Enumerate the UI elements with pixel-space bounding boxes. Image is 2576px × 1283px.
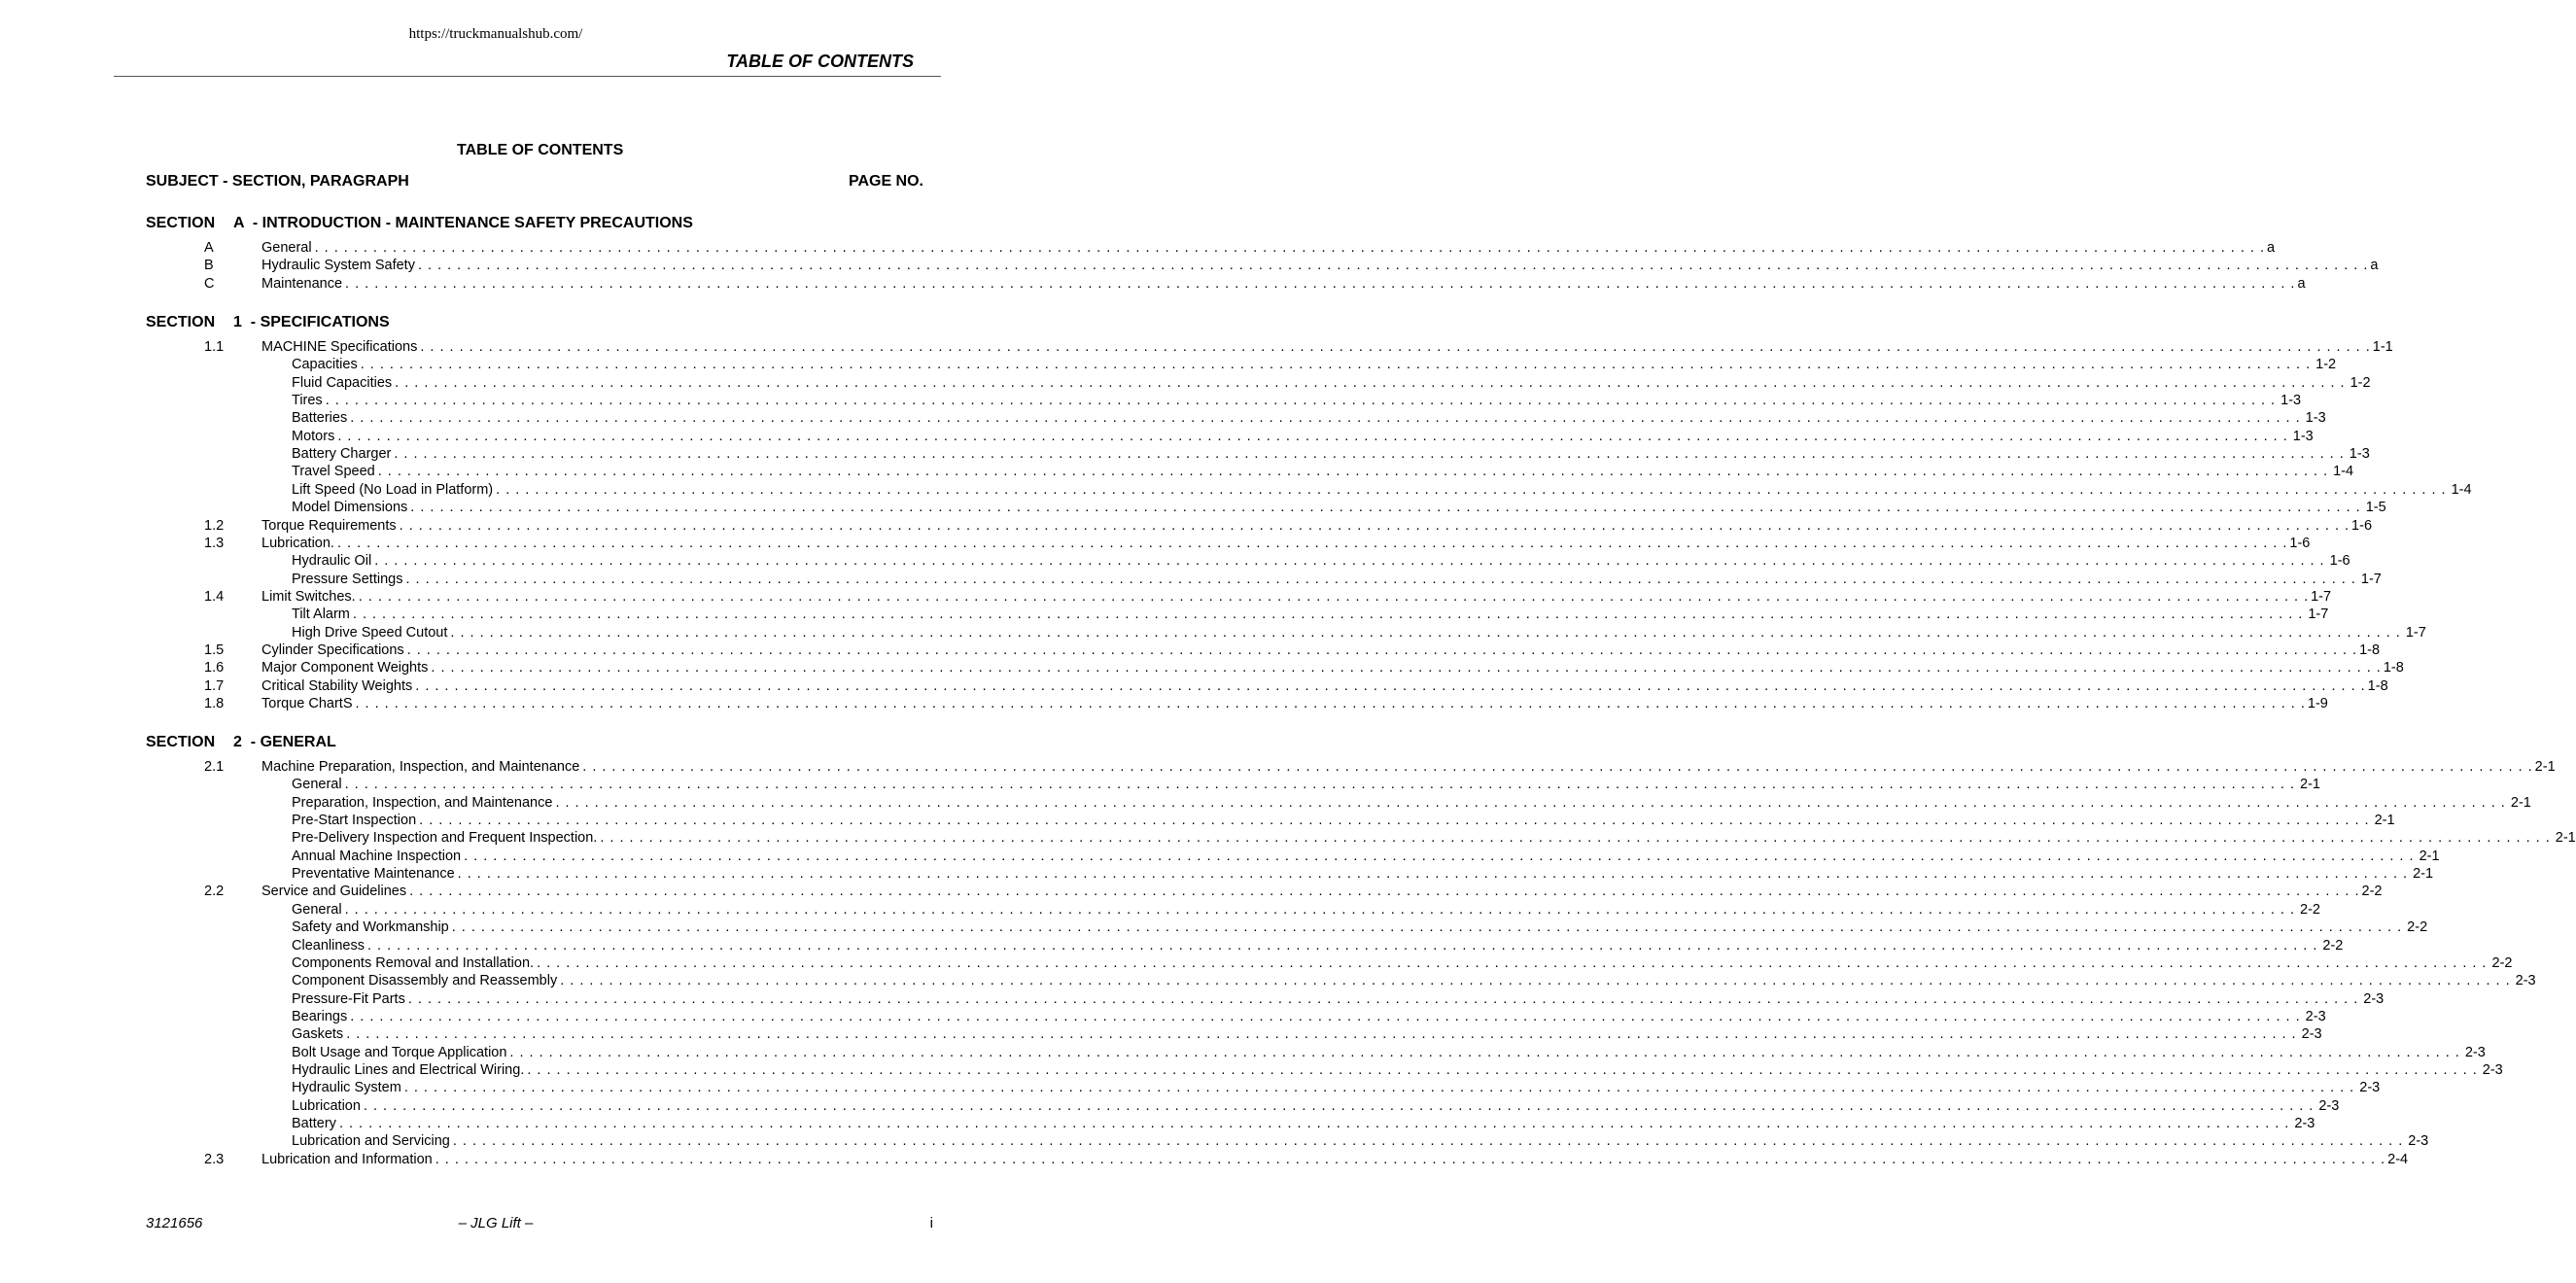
dot-leader: . . . . . . . . . . . . . . . . . . . . . . . . . . . . . . . . . . . . . . . . . . . . . . . . . . . . . . . . . . . . . . . . . . . . . . . . . . . . . . . . . . . . . . . . . . . . . . . . . . . . . . . . . . . . . . . . . . . . . . . . . . . . . . . . . . . . . . . . . . . . . . . . . . . . . . . . . . . . . . . . . . . . . . . . . . . . . . . . . . . . . . . . . . . . . . . . . . . . . . . .: [451, 919, 2403, 936]
toc-entry[interactable]: [0, 356, 2337, 373]
toc-entry-title: Major Component Weights: [261, 660, 429, 676]
toc-entry-line: [292, 972, 2536, 989]
toc-entry[interactable]: [0, 624, 2426, 642]
dot-leader: . . . . . . . . . . . . . . . . . . . . . . . . . . . . . . . . . . . . . . . . . . . . . . . . . . . . . . . . . . . . . . . . . . . . . . . . . . . . . . . . . . . . . . . . . . . . . . . . . . . . . . . . . . . . . . . . . . . . . . . . . . . . . . . . . . . . . . . . . . . . . . . . . . . . . . . . . . . . . . . . . . . . . . . . . . . . . . . . . . . . . . . . . . . . . . . . . . . . . . . .: [450, 624, 2401, 641]
toc-entry-title: Safety and Workmanship: [292, 919, 449, 936]
toc-entry[interactable]: [0, 257, 2379, 274]
dot-leader: . . . . . . . . . . . . . . . . . . . . . . . . . . . . . . . . . . . . . . . . . . . . . . . . . . . . . . . . . . . . . . . . . . . . . . . . . . . . . . . . . . . . . . . . . . . . . . . . . . . . . . . . . . . . . . . . . . . . . . . . . . . . . . . . . . . . . . . . . . . . . . . . . . . . . . . . . . . . . . . . . . . . . . . . . . . . . . . . . . . . . . . . . . . . . . . . . . . . . . . .: [405, 571, 2356, 587]
toc-entry-number: 1.5: [204, 642, 225, 658]
toc-entry[interactable]: [0, 865, 2434, 883]
toc-entry-line: [292, 812, 2395, 829]
toc-entry-title: Battery Charger: [292, 446, 392, 463]
toc-entry-page: 2-2: [2361, 884, 2383, 900]
dot-leader: . . . . . . . . . . . . . . . . . . . . . . . . . . . . . . . . . . . . . . . . . . . . . . . . . . . . . . . . . . . . . . . . . . . . . . . . . . . . . . . . . . . . . . . . . . . . . . . . . . . . . . . . . . . . . . . . . . . . . . . . . . . . . . . . . . . . . . . . . . . . . . . . . . . . . . . . . . . . . . . . . . . . . . . . . . . . . . . . . . . . . . . . . . . . . . . . . . . . . . . .: [415, 677, 2366, 694]
dot-leader: . . . . . . . . . . . . . . . . . . . . . . . . . . . . . . . . . . . . . . . . . . . . . . . . . . . . . . . . . . . . . . . . . . . . . . . . . . . . . . . . . . . . . . . . . . . . . . . . . . . . . . . . . . . . . . . . . . . . . . . . . . . . . . . . . . . . . . . . . . . . . . . . . . . . . . . . . . . . . . . . . . . . . . . . . . . . . . . . . . . . . . . . . . . . . . . . . . . . . . . .: [325, 393, 2277, 409]
toc-entry-title: Component Disassembly and Reassembly: [292, 973, 558, 989]
section-label: SECTION: [146, 314, 216, 330]
toc-entry-page: 1-8: [2367, 677, 2388, 694]
toc-entry-line: [261, 642, 2381, 659]
toc-entry-page: a: [2267, 240, 2276, 256]
toc-entry-page: 2-2: [2491, 954, 2513, 971]
dot-leader: . . . . . . . . . . . . . . . . . . . . . . . . . . . . . . . . . . . . . . . . . . . . . . . . . . . . . . . . . . . . . . . . . . . . . . . . . . . . . . . . . . . . . . . . . . . . . . . . . . . . . . . . . . . . . . . . . . . . . . . . . . . . . . . . . . . . . . . . . . . . . . . . . . . . . . . . . . . . . . . . . . . . . . . . . . . . . . . . . . . . . . . . . . . . . . . . . . . . . . . .: [345, 275, 2296, 292]
dot-leader: . . . . . . . . . . . . . . . . . . . . . . . . . . . . . . . . . . . . . . . . . . . . . . . . . . . . . . . . . . . . . . . . . . . . . . . . . . . . . . . . . . . . . . . . . . . . . . . . . . . . . . . . . . . . . . . . . . . . . . . . . . . . . . . . . . . . . . . . . . . . . . . . . . . . . . . . . . . . . . . . . . . . . . . . . . . . . . . . . . . . . . . . . . . . . . . . . . . . . . . .: [509, 1044, 2460, 1060]
toc-entry-page: 1-3: [2305, 410, 2326, 427]
toc-entry[interactable]: [0, 445, 2370, 463]
dot-leader: . . . . . . . . . . . . . . . . . . . . . . . . . . . . . . . . . . . . . . . . . . . . . . . . . . . . . . . . . . . . . . . . . . . . . . . . . . . . . . . . . . . . . . . . . . . . . . . . . . . . . . . . . . . . . . . . . . . . . . . . . . . . . . . . . . . . . . . . . . . . . . . . . . . . . . . . . . . . . . . . . . . . . . . . . . . . . . . . . . . . . . . . . . . . . . . . . . . . . . . .: [420, 339, 2371, 355]
toc-entry[interactable]: [0, 499, 2386, 516]
toc-entry-title: Annual Machine Inspection: [292, 848, 462, 864]
toc-entry-title: MACHINE Specifications: [261, 339, 418, 355]
toc-entry[interactable]: [0, 606, 2329, 623]
toc-entry-number: 1.7: [204, 677, 225, 694]
toc-entry[interactable]: [0, 642, 2381, 659]
dot-leader: . . . . . . . . . . . . . . . . . . . . . . . . . . . . . . . . . . . . . . . . . . . . . . . . . . . . . . . . . . . . . . . . . . . . . . . . . . . . . . . . . . . . . . . . . . . . . . . . . . . . . . . . . . . . . . . . . . . . . . . . . . . . . . . . . . . . . . . . . . . . . . . . . . . . . . . . . . . . . . . . . . . . . . . . . . . . . . . . . . . . . . . . . . . . . . . . . . . . . . . .: [410, 500, 2361, 516]
dot-leader: . . . . . . . . . . . . . . . . . . . . . . . . . . . . . . . . . . . . . . . . . . . . . . . . . . . . . . . . . . . . . . . . . . . . . . . . . . . . . . . . . . . . . . . . . . . . . . . . . . . . . . . . . . . . . . . . . . . . . . . . . . . . . . . . . . . . . . . . . . . . . . . . . . . . . . . . . . . . . . . . . . . . . . . . . . . . . . . . . . . . . . . . . . . . . . . . . . . . . . . .: [355, 696, 2306, 711]
toc-entry-title: Lubrication: [292, 1097, 361, 1114]
toc-entry-title: Fluid Capacities: [292, 374, 393, 391]
toc-entry-number: 2.2: [204, 884, 225, 900]
toc-entry[interactable]: [0, 1079, 2381, 1096]
toc-entry-number: 1.1: [204, 339, 225, 355]
dot-leader: . . . . . . . . . . . . . . . . . . . . . . . . . . . . . . . . . . . . . . . . . . . . . . . . . . . . . . . . . . . . . . . . . . . . . . . . . . . . . . . . . . . . . . . . . . . . . . . . . . . . . . . . . . . . . . . . . . . . . . . . . . . . . . . . . . . . . . . . . . . . . . . . . . . . . . . . . . . . . . . . . . . . . . . . . . . . . . . . . . . . . . . . . . . . . . . . . . . . . . . .: [344, 901, 2295, 918]
toc-entry[interactable]: [0, 392, 2302, 409]
toc-entry-line: [292, 990, 2385, 1008]
toc-entry-line: [292, 1061, 2503, 1079]
column-header-subject: SUBJECT - SECTION, PARAGRAPH: [146, 173, 409, 190]
toc-entry-title: Tilt Alarm: [292, 607, 350, 623]
toc-entry[interactable]: [0, 239, 2276, 257]
toc-entry-title: Preparation, Inspection, and Maintenance: [292, 794, 553, 811]
toc-entry-title: Hydraulic System Safety: [261, 258, 415, 274]
toc-entry-line: [292, 848, 2440, 865]
toc-entry-line: [292, 552, 2350, 570]
toc-entry-page: 1-8: [2359, 642, 2381, 658]
toc-entry-page: 2-1: [2419, 848, 2440, 864]
dot-leader: . . . . . . . . . . . . . . . . . . . . . . . . . . . . . . . . . . . . . . . . . . . . . . . . . . . . . . . . . . . . . . . . . . . . . . . . . . . . . . . . . . . . . . . . . . . . . . . . . . . . . . . . . . . . . . . . . . . . . . . . . . . . . . . . . . . . . . . . . . . . . . . . . . . . . . . . . . . . . . . . . . . . . . . . . . . . . . . . . . . . . . . . . . . . . . . . . . . . . . . .: [435, 1151, 2386, 1167]
toc-entry-title: Torque ChartS: [261, 696, 353, 711]
toc-entry-title: Pre-Delivery Inspection and Frequent Inspection.: [292, 830, 598, 847]
toc-entry-line: [292, 374, 2371, 392]
toc-entry[interactable]: [0, 659, 2404, 676]
toc-entry[interactable]: [0, 901, 2320, 919]
toc-entry-page: 2-3: [2305, 1008, 2326, 1024]
toc-entry-page: 1-2: [2350, 374, 2371, 391]
dot-leader: . . . . . . . . . . . . . . . . . . . . . . . . . . . . . . . . . . . . . . . . . . . . . . . . . . . . . . . . . . . . . . . . . . . . . . . . . . . . . . . . . . . . . . . . . . . . . . . . . . . . . . . . . . . . . . . . . . . . . . . . . . . . . . . . . . . . . . . . . . . . . . . . . . . . . . . . . . . . . . . . . . . . . . . . . . . . . . . . . . . . . . . . . . . . . . . . . . . . . . . .: [338, 1116, 2290, 1131]
toc-entry-page: 2-3: [2318, 1097, 2340, 1114]
toc-entry-title: Preventative Maintenance: [292, 866, 455, 883]
dot-leader: . . . . . . . . . . . . . . . . . . . . . . . . . . . . . . . . . . . . . . . . . . . . . . . . . . . . . . . . . . . . . . . . . . . . . . . . . . . . . . . . . . . . . . . . . . . . . . . . . . . . . . . . . . . . . . . . . . . . . . . . . . . . . . . . . . . . . . . . . . . . . . . . . . . . . . . . . . . . . . . . . . . . . . . . . . . . . . . . . . . . . . . . . . . . . . . . . . . . . . . .: [582, 759, 2533, 775]
dot-leader: . . . . . . . . . . . . . . . . . . . . . . . . . . . . . . . . . . . . . . . . . . . . . . . . . . . . . . . . . . . . . . . . . . . . . . . . . . . . . . . . . . . . . . . . . . . . . . . . . . . . . . . . . . . . . . . . . . . . . . . . . . . . . . . . . . . . . . . . . . . . . . . . . . . . . . . . . . . . . . . . . . . . . . . . . . . . . . . . . . . . . . . . . . . . . . . . . . . . . . . .: [358, 588, 2310, 605]
toc-entry-line: [292, 901, 2320, 919]
toc-entry-line: [261, 275, 2306, 293]
footer-publisher: – JLG Lift –: [458, 1215, 534, 1231]
section-heading: [146, 215, 693, 232]
toc-entry-page: 2-1: [2300, 777, 2320, 793]
toc-entry-page: a: [2370, 258, 2379, 274]
toc-entry-page: 2-1: [2534, 759, 2556, 775]
dot-leader: . . . . . . . . . . . . . . . . . . . . . . . . . . . . . . . . . . . . . . . . . . . . . . . . . . . . . . . . . . . . . . . . . . . . . . . . . . . . . . . . . . . . . . . . . . . . . . . . . . . . . . . . . . . . . . . . . . . . . . . . . . . . . . . . . . . . . . . . . . . . . . . . . . . . . . . . . . . . . . . . . . . . . . . . . . . . . . . . . . . . . . . . . . . . . . . . . . . . . . . .: [431, 660, 2382, 676]
toc-entry-title: Bolt Usage and Torque Application: [292, 1044, 507, 1060]
toc-entry-line: [261, 1151, 2409, 1168]
toc-entry[interactable]: [0, 481, 2472, 499]
toc-entry-title: Hydraulic Lines and Electrical Wiring.: [292, 1061, 525, 1078]
toc-entry-line: [261, 239, 2276, 257]
toc-entry-page: 1-6: [2329, 553, 2350, 570]
toc-entry[interactable]: [0, 883, 2383, 900]
toc-entry[interactable]: [0, 677, 2388, 695]
toc-entry-page: 2-3: [2408, 1133, 2429, 1150]
column-header-page: PAGE NO.: [848, 173, 923, 190]
toc-entry-line: [292, 1097, 2340, 1115]
toc-entry[interactable]: [0, 275, 2306, 293]
toc-entry-title: Hydraulic System: [292, 1080, 401, 1096]
section-title: A - INTRODUCTION - MAINTENANCE SAFETY PRECAUTIONS: [233, 215, 693, 231]
toc-entry-page: 1-6: [2289, 535, 2311, 551]
toc-entry-line: [292, 356, 2337, 373]
dot-leader: . . . . . . . . . . . . . . . . . . . . . . . . . . . . . . . . . . . . . . . . . . . . . . . . . . . . . . . . . . . . . . . . . . . . . . . . . . . . . . . . . . . . . . . . . . . . . . . . . . . . . . . . . . . . . . . . . . . . . . . . . . . . . . . . . . . . . . . . . . . . . . . . . . . . . . . . . . . . . . . . . . . . . . . . . . . . . . . . . . . . . . . . . . . . . . . . . . . . . . . .: [346, 1026, 2297, 1043]
toc-entry-page: 2-4: [2387, 1151, 2409, 1167]
toc-entry-line: [292, 481, 2472, 499]
dot-leader: . . . . . . . . . . . . . . . . . . . . . . . . . . . . . . . . . . . . . . . . . . . . . . . . . . . . . . . . . . . . . . . . . . . . . . . . . . . . . . . . . . . . . . . . . . . . . . . . . . . . . . . . . . . . . . . . . . . . . . . . . . . . . . . . . . . . . . . . . . . . . . . . . . . . . . . . . . . . . . . . . . . . . . . . . . . . . . . . . . . . . . . . . . . . . . . . . . . . . . . .: [419, 813, 2370, 829]
toc-entry-line: [261, 338, 2393, 356]
dot-leader: . . . . . . . . . . . . . . . . . . . . . . . . . . . . . . . . . . . . . . . . . . . . . . . . . . . . . . . . . . . . . . . . . . . . . . . . . . . . . . . . . . . . . . . . . . . . . . . . . . . . . . . . . . . . . . . . . . . . . . . . . . . . . . . . . . . . . . . . . . . . . . . . . . . . . . . . . . . . . . . . . . . . . . . . . . . . . . . . . . . . . . . . . . . . . . . . . . . . . . . .: [337, 428, 2288, 444]
toc-entry-page: 2-1: [2510, 794, 2531, 811]
dot-leader: . . . . . . . . . . . . . . . . . . . . . . . . . . . . . . . . . . . . . . . . . . . . . . . . . . . . . . . . . . . . . . . . . . . . . . . . . . . . . . . . . . . . . . . . . . . . . . . . . . . . . . . . . . . . . . . . . . . . . . . . . . . . . . . . . . . . . . . . . . . . . . . . . . . . . . . . . . . . . . . . . . . . . . . . . . . . . . . . . . . . . . . . . . . . . . . . . . . . . . . .: [600, 830, 2551, 847]
toc-entry-page: a: [2297, 275, 2306, 292]
toc-entry[interactable]: [0, 338, 2393, 356]
toc-entry-title: General: [261, 240, 312, 256]
dot-leader: . . . . . . . . . . . . . . . . . . . . . . . . . . . . . . . . . . . . . . . . . . . . . . . . . . . . . . . . . . . . . . . . . . . . . . . . . . . . . . . . . . . . . . . . . . . . . . . . . . . . . . . . . . . . . . . . . . . . . . . . . . . . . . . . . . . . . . . . . . . . . . . . . . . . . . . . . . . . . . . . . . . . . . . . . . . . . . . . . . . . . . . . . . . . . . . . . . . . . . . .: [394, 446, 2345, 463]
dot-leader: . . . . . . . . . . . . . . . . . . . . . . . . . . . . . . . . . . . . . . . . . . . . . . . . . . . . . . . . . . . . . . . . . . . . . . . . . . . . . . . . . . . . . . . . . . . . . . . . . . . . . . . . . . . . . . . . . . . . . . . . . . . . . . . . . . . . . . . . . . . . . . . . . . . . . . . . . . . . . . . . . . . . . . . . . . . . . . . . . . . . . . . . . . . . . . . . . . . . . . . .: [407, 990, 2359, 1007]
toc-entry[interactable]: [0, 517, 2373, 535]
toc-entry-line: [292, 1079, 2381, 1096]
toc-entry-title: Bearings: [292, 1008, 348, 1024]
toc-entry-page: 1-7: [2360, 571, 2382, 587]
dot-leader: . . . . . . . . . . . . . . . . . . . . . . . . . . . . . . . . . . . . . . . . . . . . . . . . . . . . . . . . . . . . . . . . . . . . . . . . . . . . . . . . . . . . . . . . . . . . . . . . . . . . . . . . . . . . . . . . . . . . . . . . . . . . . . . . . . . . . . . . . . . . . . . . . . . . . . . . . . . . . . . . . . . . . . . . . . . . . . . . . . . . . . . . . . . . . . . . . . . . . . . .: [350, 410, 2301, 427]
toc-entry-title: General: [292, 901, 342, 918]
section-heading: [146, 734, 336, 751]
toc-entry-line: [292, 571, 2382, 588]
toc-entry-page: 2-3: [2515, 973, 2536, 989]
toc-entry-number: 1.6: [204, 660, 225, 676]
toc-entry[interactable]: [0, 409, 2326, 427]
toc-entry-page: 2-2: [2407, 919, 2428, 936]
toc-entry-title: Motors: [292, 428, 335, 444]
toc-entry-page: 1-7: [2405, 624, 2426, 641]
toc-entry-page: 1-4: [2333, 464, 2354, 480]
toc-entry-line: [261, 659, 2404, 676]
dot-leader: . . . . . . . . . . . . . . . . . . . . . . . . . . . . . . . . . . . . . . . . . . . . . . . . . . . . . . . . . . . . . . . . . . . . . . . . . . . . . . . . . . . . . . . . . . . . . . . . . . . . . . . . . . . . . . . . . . . . . . . . . . . . . . . . . . . . . . . . . . . . . . . . . . . . . . . . . . . . . . . . . . . . . . . . . . . . . . . . . . . . . . . . . . . . . . . . . . . . . . . .: [352, 607, 2304, 623]
toc-entry-page: 1-7: [2311, 588, 2332, 605]
dot-leader: . . . . . . . . . . . . . . . . . . . . . . . . . . . . . . . . . . . . . . . . . . . . . . . . . . . . . . . . . . . . . . . . . . . . . . . . . . . . . . . . . . . . . . . . . . . . . . . . . . . . . . . . . . . . . . . . . . . . . . . . . . . . . . . . . . . . . . . . . . . . . . . . . . . . . . . . . . . . . . . . . . . . . . . . . . . . . . . . . . . . . . . . . . . . . . . . . . . . . . . .: [363, 1097, 2315, 1114]
toc-entry-line: [292, 794, 2531, 812]
toc-entry-page: 1-3: [2280, 393, 2302, 409]
toc-entry-title: Critical Stability Weights: [261, 677, 413, 694]
toc-entry-title: Torque Requirements: [261, 517, 397, 534]
toc-entry-number: B: [204, 258, 214, 274]
toc-entry-page: 1-6: [2351, 517, 2373, 534]
toc-entry-title: Capacities: [292, 357, 358, 373]
dot-leader: . . . . . . . . . . . . . . . . . . . . . . . . . . . . . . . . . . . . . . . . . . . . . . . . . . . . . . . . . . . . . . . . . . . . . . . . . . . . . . . . . . . . . . . . . . . . . . . . . . . . . . . . . . . . . . . . . . . . . . . . . . . . . . . . . . . . . . . . . . . . . . . . . . . . . . . . . . . . . . . . . . . . . . . . . . . . . . . . . . . . . . . . . . . . . . . . . . . . . . . .: [360, 357, 2312, 373]
dot-leader: . . . . . . . . . . . . . . . . . . . . . . . . . . . . . . . . . . . . . . . . . . . . . . . . . . . . . . . . . . . . . . . . . . . . . . . . . . . . . . . . . . . . . . . . . . . . . . . . . . . . . . . . . . . . . . . . . . . . . . . . . . . . . . . . . . . . . . . . . . . . . . . . . . . . . . . . . . . . . . . . . . . . . . . . . . . . . . . . . . . . . . . . . . . . . . . . . . . . . . . .: [464, 848, 2415, 864]
dot-leader: . . . . . . . . . . . . . . . . . . . . . . . . . . . . . . . . . . . . . . . . . . . . . . . . . . . . . . . . . . . . . . . . . . . . . . . . . . . . . . . . . . . . . . . . . . . . . . . . . . . . . . . . . . . . . . . . . . . . . . . . . . . . . . . . . . . . . . . . . . . . . . . . . . . . . . . . . . . . . . . . . . . . . . . . . . . . . . . . . . . . . . . . . . . . . . . . . . . . . . . .: [496, 481, 2447, 498]
toc-entry-title: Batteries: [292, 410, 348, 427]
toc-entry-title: Cylinder Specifications: [261, 642, 404, 658]
toc-entry-page: 2-2: [2300, 901, 2320, 918]
section-title: 2 - GENERAL: [233, 734, 336, 750]
toc-entry[interactable]: [0, 1008, 2326, 1025]
page-title: TABLE OF CONTENTS: [457, 142, 624, 158]
toc-entry-number: C: [204, 275, 215, 292]
toc-entry-number: 2.1: [204, 759, 225, 775]
toc-entry-title: Hydraulic Oil: [292, 553, 372, 570]
dot-leader: . . . . . . . . . . . . . . . . . . . . . . . . . . . . . . . . . . . . . . . . . . . . . . . . . . . . . . . . . . . . . . . . . . . . . . . . . . . . . . . . . . . . . . . . . . . . . . . . . . . . . . . . . . . . . . . . . . . . . . . . . . . . . . . . . . . . . . . . . . . . . . . . . . . . . . . . . . . . . . . . . . . . . . . . . . . . . . . . . . . . . . . . . . . . . . . . . . . . . . . .: [374, 553, 2325, 570]
section-label: SECTION: [146, 734, 216, 750]
dot-leader: . . . . . . . . . . . . . . . . . . . . . . . . . . . . . . . . . . . . . . . . . . . . . . . . . . . . . . . . . . . . . . . . . . . . . . . . . . . . . . . . . . . . . . . . . . . . . . . . . . . . . . . . . . . . . . . . . . . . . . . . . . . . . . . . . . . . . . . . . . . . . . . . . . . . . . . . . . . . . . . . . . . . . . . . . . . . . . . . . . . . . . . . . . . . . . . . . . . . . . . .: [409, 884, 2360, 900]
running-header-title: TABLE OF CONTENTS: [726, 52, 914, 71]
toc-entry[interactable]: [0, 954, 2513, 972]
toc-entry[interactable]: [0, 919, 2428, 936]
dot-leader: . . . . . . . . . . . . . . . . . . . . . . . . . . . . . . . . . . . . . . . . . . . . . . . . . . . . . . . . . . . . . . . . . . . . . . . . . . . . . . . . . . . . . . . . . . . . . . . . . . . . . . . . . . . . . . . . . . . . . . . . . . . . . . . . . . . . . . . . . . . . . . . . . . . . . . . . . . . . . . . . . . . . . . . . . . . . . . . . . . . . . . . . . . . . . . . . . . . . . . . .: [555, 794, 2506, 811]
dot-leader: . . . . . . . . . . . . . . . . . . . . . . . . . . . . . . . . . . . . . . . . . . . . . . . . . . . . . . . . . . . . . . . . . . . . . . . . . . . . . . . . . . . . . . . . . . . . . . . . . . . . . . . . . . . . . . . . . . . . . . . . . . . . . . . . . . . . . . . . . . . . . . . . . . . . . . . . . . . . . . . . . . . . . . . . . . . . . . . . . . . . . . . . . . . . . . . . . . . . . . . .: [336, 535, 2288, 551]
toc-entry[interactable]: [0, 758, 2556, 776]
dot-leader: . . . . . . . . . . . . . . . . . . . . . . . . . . . . . . . . . . . . . . . . . . . . . . . . . . . . . . . . . . . . . . . . . . . . . . . . . . . . . . . . . . . . . . . . . . . . . . . . . . . . . . . . . . . . . . . . . . . . . . . . . . . . . . . . . . . . . . . . . . . . . . . . . . . . . . . . . . . . . . . . . . . . . . . . . . . . . . . . . . . . . . . . . . . . . . . . . . . . . . . .: [350, 1008, 2301, 1024]
toc-entry-title: General: [292, 777, 342, 793]
dot-leader: . . . . . . . . . . . . . . . . . . . . . . . . . . . . . . . . . . . . . . . . . . . . . . . . . . . . . . . . . . . . . . . . . . . . . . . . . . . . . . . . . . . . . . . . . . . . . . . . . . . . . . . . . . . . . . . . . . . . . . . . . . . . . . . . . . . . . . . . . . . . . . . . . . . . . . . . . . . . . . . . . . . . . . . . . . . . . . . . . . . . . . . . . . . . . . . . . . . . . . . .: [399, 517, 2350, 534]
footer-doc-number: 3121656: [146, 1215, 203, 1231]
dot-leader: . . . . . . . . . . . . . . . . . . . . . . . . . . . . . . . . . . . . . . . . . . . . . . . . . . . . . . . . . . . . . . . . . . . . . . . . . . . . . . . . . . . . . . . . . . . . . . . . . . . . . . . . . . . . . . . . . . . . . . . . . . . . . . . . . . . . . . . . . . . . . . . . . . . . . . . . . . . . . . . . . . . . . . . . . . . . . . . . . . . . . . . . . . . . . . . . . . . . . . . .: [377, 464, 2329, 480]
toc-entry[interactable]: [0, 848, 2440, 865]
dot-leader: . . . . . . . . . . . . . . . . . . . . . . . . . . . . . . . . . . . . . . . . . . . . . . . . . . . . . . . . . . . . . . . . . . . . . . . . . . . . . . . . . . . . . . . . . . . . . . . . . . . . . . . . . . . . . . . . . . . . . . . . . . . . . . . . . . . . . . . . . . . . . . . . . . . . . . . . . . . . . . . . . . . . . . . . . . . . . . . . . . . . . . . . . . . . . . . . . . . . . . . .: [417, 258, 2369, 274]
toc-entry-page: 1-3: [2349, 446, 2370, 463]
toc-entry[interactable]: [0, 428, 2314, 445]
toc-entry-title: High Drive Speed Cutout: [292, 624, 448, 641]
section-heading: [146, 314, 390, 331]
toc-entry-title: Pressure-Fit Parts: [292, 990, 405, 1007]
toc-entry-title: Lubrication and Servicing: [292, 1133, 450, 1150]
toc-entry-line: [261, 535, 2311, 552]
toc-entry[interactable]: [0, 829, 2576, 847]
toc-entry-page: 2-3: [2482, 1061, 2503, 1078]
toc-entry-title: Battery: [292, 1116, 336, 1131]
toc-entry-page: 2-3: [2464, 1044, 2486, 1060]
toc-entry[interactable]: [0, 463, 2354, 480]
toc-entry-line: [261, 758, 2556, 776]
toc-entry-line: [292, 428, 2314, 445]
dot-leader: . . . . . . . . . . . . . . . . . . . . . . . . . . . . . . . . . . . . . . . . . . . . . . . . . . . . . . . . . . . . . . . . . . . . . . . . . . . . . . . . . . . . . . . . . . . . . . . . . . . . . . . . . . . . . . . . . . . . . . . . . . . . . . . . . . . . . . . . . . . . . . . . . . . . . . . . . . . . . . . . . . . . . . . . . . . . . . . . . . . . . . . . . . . . . . . . . . . . . . . .: [560, 973, 2511, 989]
toc-entry[interactable]: [0, 776, 2320, 793]
toc-entry[interactable]: [0, 1061, 2503, 1079]
toc-entry[interactable]: [0, 990, 2385, 1008]
dot-leader: . . . . . . . . . . . . . . . . . . . . . . . . . . . . . . . . . . . . . . . . . . . . . . . . . . . . . . . . . . . . . . . . . . . . . . . . . . . . . . . . . . . . . . . . . . . . . . . . . . . . . . . . . . . . . . . . . . . . . . . . . . . . . . . . . . . . . . . . . . . . . . . . . . . . . . . . . . . . . . . . . . . . . . . . . . . . . . . . . . . . . . . . . . . . . . . . . . . . . . . .: [452, 1133, 2404, 1150]
header-divider: [114, 76, 941, 77]
toc-entry-page: 2-1: [2374, 813, 2395, 829]
toc-entry-page: 2-3: [2359, 1080, 2381, 1096]
toc-entry-line: [292, 1132, 2429, 1150]
toc-entry-line: [292, 1025, 2322, 1043]
toc-entry-line: [292, 776, 2320, 793]
toc-entry-line: [292, 624, 2426, 642]
toc-entry-line: [261, 883, 2383, 900]
toc-entry-line: [292, 409, 2326, 427]
toc-entry-page: 2-3: [2363, 990, 2385, 1007]
toc-entry-title: Lift Speed (No Load in Platform): [292, 481, 494, 498]
toc-entry-line: [292, 919, 2428, 936]
toc-entry[interactable]: [0, 1115, 2315, 1132]
footer-page-number: i: [929, 1215, 933, 1231]
dot-leader: . . . . . . . . . . . . . . . . . . . . . . . . . . . . . . . . . . . . . . . . . . . . . . . . . . . . . . . . . . . . . . . . . . . . . . . . . . . . . . . . . . . . . . . . . . . . . . . . . . . . . . . . . . . . . . . . . . . . . . . . . . . . . . . . . . . . . . . . . . . . . . . . . . . . . . . . . . . . . . . . . . . . . . . . . . . . . . . . . . . . . . . . . . . . . . . . . . . . . . . .: [406, 642, 2358, 658]
toc-entry-page: 2-2: [2322, 937, 2344, 954]
toc-entry-line: [292, 829, 2576, 847]
toc-entry[interactable]: [0, 972, 2536, 989]
toc-entry[interactable]: [0, 1151, 2409, 1168]
toc-entry[interactable]: [0, 1132, 2429, 1150]
dot-leader: . . . . . . . . . . . . . . . . . . . . . . . . . . . . . . . . . . . . . . . . . . . . . . . . . . . . . . . . . . . . . . . . . . . . . . . . . . . . . . . . . . . . . . . . . . . . . . . . . . . . . . . . . . . . . . . . . . . . . . . . . . . . . . . . . . . . . . . . . . . . . . . . . . . . . . . . . . . . . . . . . . . . . . . . . . . . . . . . . . . . . . . . . . . . . . . . . . . . . . . .: [457, 866, 2409, 883]
toc-entry-title: Tires: [292, 393, 323, 409]
toc-entry-number: 1.3: [204, 535, 225, 551]
toc-entry-page: 1-1: [2372, 339, 2393, 355]
toc-entry-line: [292, 606, 2329, 623]
toc-entry-page: 2-1: [2555, 830, 2576, 847]
toc-entry-title: Lubrication and Information: [261, 1151, 433, 1167]
toc-entry[interactable]: [0, 571, 2382, 588]
toc-entry-number: 1.8: [204, 696, 225, 711]
toc-entry[interactable]: [0, 552, 2350, 570]
toc-entry-title: Travel Speed: [292, 464, 375, 480]
toc-entry-page: 1-9: [2307, 696, 2328, 711]
toc-entry-line: [261, 517, 2373, 535]
toc-entry[interactable]: [0, 1025, 2322, 1043]
toc-entry-title: Components Removal and Installation.: [292, 954, 535, 971]
toc-entry-number: 2.3: [204, 1151, 225, 1167]
toc-entry-title: Pressure Settings: [292, 571, 403, 587]
toc-entry-line: [292, 865, 2434, 883]
dot-leader: . . . . . . . . . . . . . . . . . . . . . . . . . . . . . . . . . . . . . . . . . . . . . . . . . . . . . . . . . . . . . . . . . . . . . . . . . . . . . . . . . . . . . . . . . . . . . . . . . . . . . . . . . . . . . . . . . . . . . . . . . . . . . . . . . . . . . . . . . . . . . . . . . . . . . . . . . . . . . . . . . . . . . . . . . . . . . . . . . . . . . . . . . . . . . . . . . . . . . . . .: [344, 777, 2295, 793]
toc-entry[interactable]: [0, 535, 2311, 552]
dot-leader: . . . . . . . . . . . . . . . . . . . . . . . . . . . . . . . . . . . . . . . . . . . . . . . . . . . . . . . . . . . . . . . . . . . . . . . . . . . . . . . . . . . . . . . . . . . . . . . . . . . . . . . . . . . . . . . . . . . . . . . . . . . . . . . . . . . . . . . . . . . . . . . . . . . . . . . . . . . . . . . . . . . . . . . . . . . . . . . . . . . . . . . . . . . . . . . . . . . . . . . .: [403, 1080, 2355, 1096]
toc-entry-title: Gaskets: [292, 1026, 344, 1043]
section-title: 1 - SPECIFICATIONS: [233, 314, 390, 330]
toc-entry-page: 1-8: [2383, 660, 2404, 676]
toc-entry-line: [292, 445, 2370, 463]
toc-entry-line: [261, 257, 2379, 274]
toc-entry-title: Limit Switches.: [261, 588, 356, 605]
toc-entry-line: [261, 695, 2328, 712]
toc-entry-line: [292, 937, 2344, 954]
dot-leader: . . . . . . . . . . . . . . . . . . . . . . . . . . . . . . . . . . . . . . . . . . . . . . . . . . . . . . . . . . . . . . . . . . . . . . . . . . . . . . . . . . . . . . . . . . . . . . . . . . . . . . . . . . . . . . . . . . . . . . . . . . . . . . . . . . . . . . . . . . . . . . . . . . . . . . . . . . . . . . . . . . . . . . . . . . . . . . . . . . . . . . . . . . . . . . . . . . . . . . . .: [366, 937, 2318, 954]
toc-entry[interactable]: [0, 588, 2332, 606]
toc-entry[interactable]: [0, 695, 2328, 712]
toc-entry-line: [292, 954, 2513, 972]
toc-entry-page: 1-2: [2315, 357, 2337, 373]
section-label: SECTION: [146, 215, 216, 231]
source-url[interactable]: https://truckmanualshub.com/: [408, 26, 583, 42]
dot-leader: . . . . . . . . . . . . . . . . . . . . . . . . . . . . . . . . . . . . . . . . . . . . . . . . . . . . . . . . . . . . . . . . . . . . . . . . . . . . . . . . . . . . . . . . . . . . . . . . . . . . . . . . . . . . . . . . . . . . . . . . . . . . . . . . . . . . . . . . . . . . . . . . . . . . . . . . . . . . . . . . . . . . . . . . . . . . . . . . . . . . . . . . . . . . . . . . . . . . . . . .: [314, 240, 2265, 256]
toc-entry-title: Service and Guidelines: [261, 884, 407, 900]
toc-entry-page: 1-7: [2308, 607, 2329, 623]
toc-entry-line: [292, 1008, 2326, 1025]
toc-entry-page: 2-3: [2294, 1116, 2315, 1131]
toc-entry-line: [292, 499, 2386, 516]
toc-entry[interactable]: [0, 1097, 2340, 1115]
toc-entry-line: [292, 1115, 2315, 1132]
toc-entry-title: Pre-Start Inspection: [292, 813, 417, 829]
toc-entry-number: 1.2: [204, 517, 225, 534]
toc-entry-line: [292, 1044, 2486, 1061]
toc-entry-page: 2-1: [2413, 866, 2434, 883]
toc-entry-page: 1-3: [2292, 428, 2314, 444]
toc-entry-page: 2-3: [2301, 1026, 2322, 1043]
toc-entry-page: 1-4: [2451, 481, 2472, 498]
toc-entry-number: 1.4: [204, 588, 225, 605]
toc-entry-number: A: [204, 240, 214, 256]
toc-entry-line: [292, 463, 2354, 480]
toc-entry[interactable]: [0, 937, 2344, 954]
toc-entry-line: [292, 392, 2302, 409]
toc-entry-title: Model Dimensions: [292, 500, 408, 516]
toc-entry-title: Cleanliness: [292, 937, 365, 954]
toc-entry-title: Maintenance: [261, 275, 343, 292]
toc-entry[interactable]: [0, 1044, 2486, 1061]
toc-entry-title: Machine Preparation, Inspection, and Maintenance: [261, 759, 580, 775]
dot-leader: . . . . . . . . . . . . . . . . . . . . . . . . . . . . . . . . . . . . . . . . . . . . . . . . . . . . . . . . . . . . . . . . . . . . . . . . . . . . . . . . . . . . . . . . . . . . . . . . . . . . . . . . . . . . . . . . . . . . . . . . . . . . . . . . . . . . . . . . . . . . . . . . . . . . . . . . . . . . . . . . . . . . . . . . . . . . . . . . . . . . . . . . . . . . . . . . . . . . . . . .: [537, 954, 2488, 971]
toc-entry[interactable]: [0, 374, 2371, 392]
toc-entry-line: [261, 588, 2332, 606]
toc-entry[interactable]: [0, 812, 2395, 829]
dot-leader: . . . . . . . . . . . . . . . . . . . . . . . . . . . . . . . . . . . . . . . . . . . . . . . . . . . . . . . . . . . . . . . . . . . . . . . . . . . . . . . . . . . . . . . . . . . . . . . . . . . . . . . . . . . . . . . . . . . . . . . . . . . . . . . . . . . . . . . . . . . . . . . . . . . . . . . . . . . . . . . . . . . . . . . . . . . . . . . . . . . . . . . . . . . . . . . . . . . . . . . .: [395, 374, 2346, 391]
toc-entry-line: [261, 677, 2388, 695]
toc-entry[interactable]: [0, 794, 2531, 812]
toc-entry-title: Lubrication.: [261, 535, 334, 551]
toc-entry-page: 1-5: [2365, 500, 2386, 516]
dot-leader: . . . . . . . . . . . . . . . . . . . . . . . . . . . . . . . . . . . . . . . . . . . . . . . . . . . . . . . . . . . . . . . . . . . . . . . . . . . . . . . . . . . . . . . . . . . . . . . . . . . . . . . . . . . . . . . . . . . . . . . . . . . . . . . . . . . . . . . . . . . . . . . . . . . . . . . . . . . . . . . . . . . . . . . . . . . . . . . . . . . . . . . . . . . . . . . . . . . . . . . .: [527, 1061, 2478, 1078]
